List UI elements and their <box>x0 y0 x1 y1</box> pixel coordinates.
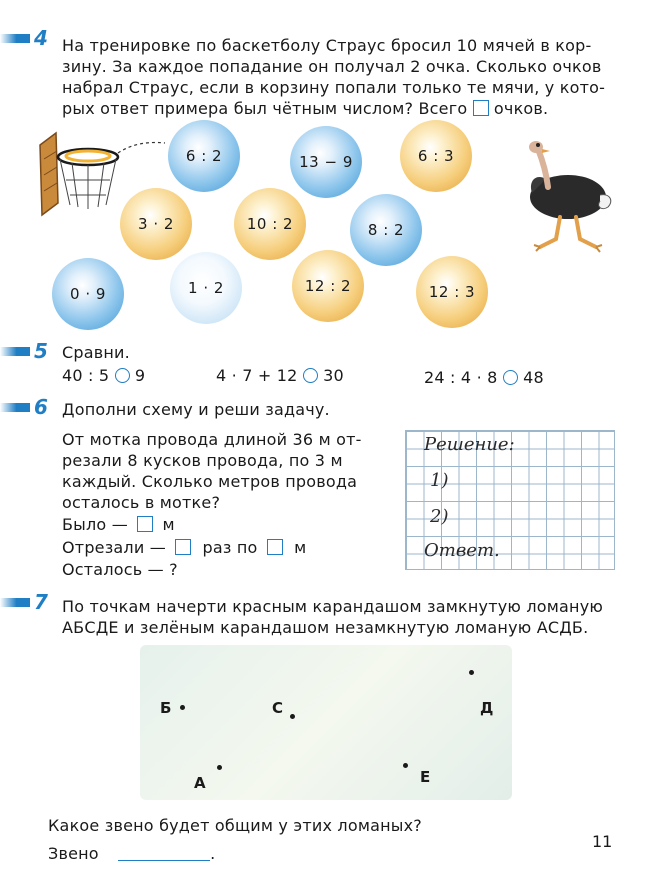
task5-compare-2 <box>216 366 344 385</box>
task7-text-line-1: По точкам начерти красным карандашом замкнутую ломаную <box>62 597 604 616</box>
compare-2-left: 4 · 7 + 12 <box>216 366 298 385</box>
compare-1-circle[interactable] <box>115 368 130 383</box>
solution-step-1: 1) <box>430 470 449 491</box>
point-label-d: Д <box>480 699 494 717</box>
task7-answer-row <box>48 844 215 863</box>
ball-6-div-2: 6 : 2 <box>168 120 240 192</box>
point-d[interactable] <box>469 670 474 675</box>
task-number-4: 4 <box>34 26 48 50</box>
task6-text-line-1: От мотка провода длиной 36 м от- <box>62 430 362 449</box>
task7-question: Какое звено будет общим у этих ломаных? <box>48 816 422 835</box>
task6-text-line-2: резали 8 кусков провода, по 3 м <box>62 451 343 470</box>
ball-8-div-2: 8 : 2 <box>350 194 422 266</box>
task-marker-bar <box>0 34 30 43</box>
task-number-6: 6 <box>34 395 48 419</box>
scheme-otrezali-count-box[interactable] <box>175 539 191 555</box>
task-marker-bar <box>0 598 30 607</box>
compare-1-left: 40 : 5 <box>62 366 110 385</box>
task4-answer-box[interactable] <box>473 100 489 116</box>
compare-3-left: 24 : 4 · 8 <box>424 368 498 387</box>
point-e[interactable] <box>403 763 408 768</box>
scheme-otrezali-length-box[interactable] <box>267 539 283 555</box>
solution-step-2: 2) <box>430 506 449 527</box>
ball-10-div-2: 10 : 2 <box>234 188 306 260</box>
task4-text-line-1: На тренировке по баскетболу Страус бросил 10 мячей в кор- <box>62 36 592 55</box>
point-label-a: А <box>194 774 206 792</box>
scheme-bylo-unit: м <box>162 515 175 534</box>
task4-text-line-3: набрал Страус, если в корзину попали только те мячи, у кото- <box>62 78 606 97</box>
ball-6-div-3: 6 : 3 <box>400 120 472 192</box>
point-label-c: С <box>272 699 284 717</box>
task6-title: Дополни схему и реши задачу. <box>62 400 330 419</box>
scheme-bylo-box[interactable] <box>137 516 153 532</box>
point-a[interactable] <box>217 765 222 770</box>
task6-text-line-4: осталось в мотке? <box>62 493 221 512</box>
ostrich-icon <box>510 135 620 265</box>
compare-3-circle[interactable] <box>503 370 518 385</box>
scheme-otrezali <box>62 538 306 557</box>
task4-text-line-4 <box>62 99 548 118</box>
answer-line-input[interactable] <box>118 860 210 861</box>
scheme-otrezali-unit: м <box>294 538 307 557</box>
solution-answer: Ответ. <box>424 540 500 561</box>
scheme-ostalos: Осталось — ? <box>62 560 178 579</box>
point-c[interactable] <box>290 714 295 719</box>
task5-compare-3 <box>424 368 544 387</box>
answer-end-dot: . <box>210 844 216 863</box>
point-label-b: Б <box>160 699 172 717</box>
task-number-7: 7 <box>34 590 48 614</box>
answer-label: Звено <box>48 844 99 863</box>
task-marker-bar <box>0 347 30 356</box>
task4-unit-text: очков. <box>493 99 549 118</box>
ball-13-minus-9: 13 − 9 <box>290 126 362 198</box>
ball-12-div-3: 12 : 3 <box>416 256 488 328</box>
ball-12-div-2: 12 : 2 <box>292 250 364 322</box>
compare-2-right: 30 <box>323 366 344 385</box>
page-number: 11 <box>592 832 613 851</box>
task5-title: Сравни. <box>62 343 130 362</box>
task4-question-text: рых ответ примера был чётным числом? Всего <box>62 99 468 118</box>
point-b[interactable] <box>180 705 185 710</box>
task6-text-line-3: каждый. Сколько метров провода <box>62 472 358 491</box>
scheme-raz-po-label: раз по <box>202 538 258 557</box>
task-number-5: 5 <box>34 339 48 363</box>
compare-1-right: 9 <box>134 366 146 385</box>
task5-compare-1 <box>62 366 145 385</box>
scheme-otrezali-label: Отрезали — <box>62 538 166 557</box>
task4-text-line-2: зину. За каждое попадание он получал 2 очка. Сколько очков <box>62 57 602 76</box>
ball-3-times-2: 3 · 2 <box>120 188 192 260</box>
ball-1-times-2: 1 · 2 <box>170 252 242 324</box>
point-label-e: Е <box>420 768 431 786</box>
compare-2-circle[interactable] <box>303 368 318 383</box>
task7-text-line-2: АБСДЕ и зелёным карандашом незамкнутую ломаную АСДБ. <box>62 618 589 637</box>
scheme-bylo <box>62 515 175 534</box>
task-marker-bar <box>0 403 30 412</box>
compare-3-right: 48 <box>523 368 544 387</box>
solution-heading: Решение: <box>424 434 515 455</box>
ball-0-times-9: 0 · 9 <box>52 258 124 330</box>
scheme-bylo-label: Было — <box>62 515 128 534</box>
